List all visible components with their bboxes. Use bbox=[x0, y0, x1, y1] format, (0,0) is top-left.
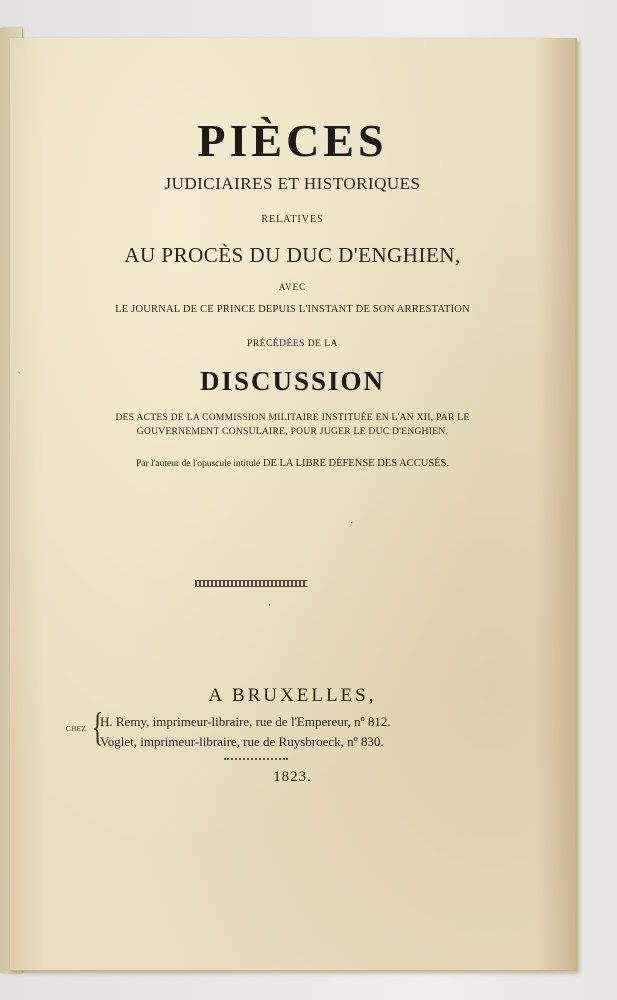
subtitle: JUDICIAIRES ET HISTORIQUES bbox=[164, 174, 421, 193]
small-ornamental-rule bbox=[224, 758, 288, 762]
auteur-prefix: Par l'auteur de l'opuscule intitulé bbox=[136, 459, 261, 469]
publication-year: 1823. bbox=[273, 769, 312, 785]
paper-spot: · bbox=[350, 518, 354, 529]
printer-1: H. Remy, imprimeur-libraire, rue de l'Empereur, nº 812. bbox=[100, 714, 391, 729]
paper-spot: · bbox=[18, 368, 22, 379]
printer-2: Voglet, imprimeur-libraire, rue de Ruysbroeck, nº 830. bbox=[100, 734, 384, 749]
main-title: PIÈCES bbox=[197, 115, 388, 166]
printers-block bbox=[66, 704, 536, 755]
discussion-heading: DISCUSSION bbox=[199, 366, 386, 396]
imprint-city: A BRUXELLES, bbox=[208, 685, 377, 706]
chez-label: CHEZ bbox=[66, 725, 87, 733]
auteur-title: DE LA LIBRE DÉFENSE DES ACCUSÉS. bbox=[262, 458, 449, 469]
brace-glyph: { bbox=[91, 704, 104, 749]
precedees-line: PRÉCÉDÉES DE LA bbox=[247, 339, 338, 349]
actes-line-2: GOUVERNEMENT CONSULAIRE, POUR JUGER LE DUC D'ENGHIEN. bbox=[136, 427, 449, 437]
ornamental-rule bbox=[195, 580, 307, 587]
journal-line: LE JOURNAL DE CE PRINCE DEPUIS L'INSTANT DE SON ARRESTATION bbox=[115, 304, 470, 315]
title-page bbox=[10, 38, 577, 971]
proces-line: AU PROCÈS DU DUC D'ENGHIEN, bbox=[124, 243, 461, 267]
avec-line: AVEC bbox=[278, 282, 307, 292]
actes-line-1: DES ACTES DE LA COMMISSION MILITAIRE INSTITUÉE EN L'AN XII, PAR LE bbox=[115, 413, 470, 423]
paper-mark: ˈ bbox=[268, 603, 272, 614]
relatives-line: RELATIVES bbox=[261, 214, 324, 225]
auteur-line bbox=[10, 458, 575, 469]
